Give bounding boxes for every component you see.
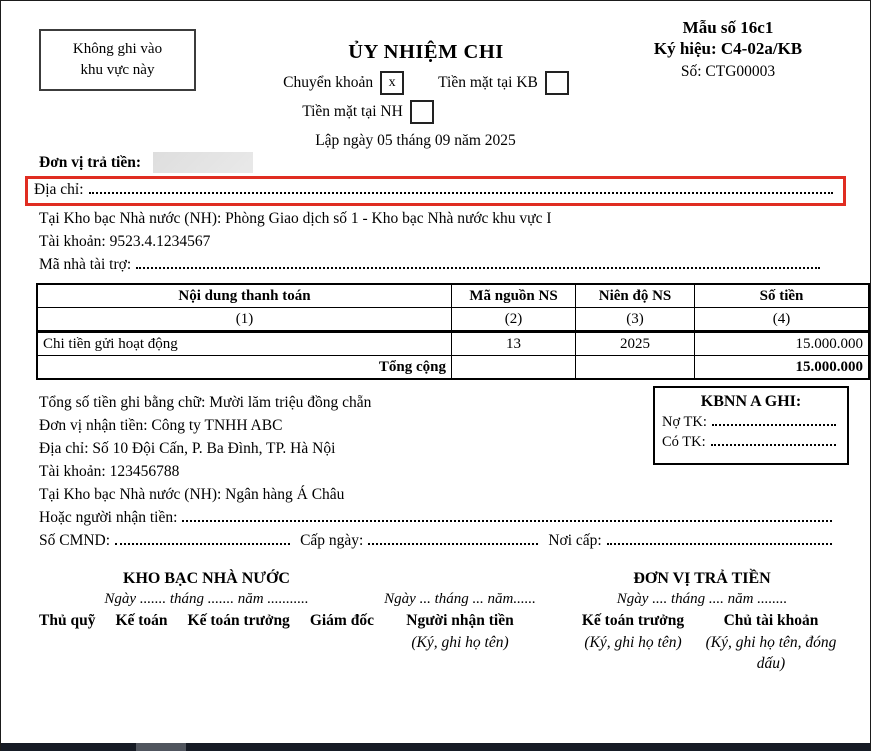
role-account-holder: Chủ tài khoản — [723, 612, 819, 629]
account-holder-sign-note: (Ký, ghi họ tên, đóng dấu) — [705, 634, 837, 672]
receiver-signature-block — [380, 569, 540, 674]
account-holder-column — [702, 610, 840, 674]
table-row — [37, 332, 869, 356]
total-empty-2 — [576, 356, 695, 380]
subheader-2: (2) — [452, 308, 576, 332]
checkbox-cash-nh-label: Tiền mặt tại NH — [302, 103, 403, 120]
issue-date-line: Lập ngày 05 tháng 09 năm 2025 — [315, 132, 516, 149]
sponsor-code-dotted-field — [136, 267, 820, 269]
checkbox-cash-kb — [438, 71, 569, 95]
checkbox-cash-nh — [302, 100, 434, 124]
payee-treasury-row — [39, 483, 832, 506]
no-write-line2: khu vực này — [80, 62, 155, 78]
cell-amount: 15.000.000 — [695, 332, 870, 356]
credit-account-row — [662, 432, 840, 452]
total-empty-1 — [452, 356, 576, 380]
or-receiver-dotted-field — [182, 520, 832, 522]
checkbox-cash-kb-box[interactable] — [545, 71, 569, 95]
payer-unit-date-line: Ngày .... tháng .... năm ........ — [616, 591, 788, 607]
form-meta-block — [604, 17, 852, 81]
col-header-source: Mã nguồn NS — [452, 284, 576, 308]
horizontal-scrollbar-thumb[interactable] — [136, 743, 186, 751]
receiver-sign-note: (Ký, ghi họ tên) — [411, 634, 509, 651]
issue-date-dotted-field — [368, 542, 538, 545]
role-payer-chief-accountant: Kế toán trưởng — [581, 612, 685, 629]
checkbox-cash-nh-box[interactable] — [410, 100, 434, 124]
no-write-line1: Không ghi vào — [72, 41, 163, 57]
no-write-text — [73, 39, 162, 81]
col-header-amount: Số tiền — [695, 284, 870, 308]
form-symbol-label: Ký hiệu: C4-02a/KB — [653, 39, 803, 58]
or-receiver-row — [39, 506, 832, 529]
treasury-roles-row — [39, 610, 374, 632]
role-accountant: Kế toán — [115, 612, 168, 629]
receiver-date-line: Ngày ... tháng ... năm...... — [384, 591, 536, 607]
payee-treasury-text: Tại Kho bạc Nhà nước (NH): Ngân hàng Á Châu — [39, 486, 345, 503]
chief-accountant-column — [564, 610, 702, 674]
payee-address-text: Địa chỉ: Số 10 Đội Cấn, P. Ba Đình, TP. Hà Nội — [39, 440, 336, 457]
or-receiver-label: Hoặc người nhận tiền: — [39, 509, 178, 526]
payer-unit-signature-block — [564, 569, 840, 674]
payer-address-dotted-field[interactable] — [89, 192, 834, 194]
amount-in-words-text: Tổng số tiền ghi bằng chữ: Mười lăm triệu đồng chẵn — [39, 394, 372, 411]
payer-name-label: Đơn vị trả tiền: — [39, 154, 141, 171]
sponsor-code-row — [39, 253, 832, 276]
treasury-date-line: Ngày ....... tháng ....... năm ........... — [104, 591, 309, 607]
role-chief-accountant: Kế toán trưởng — [187, 612, 290, 629]
payer-name-row — [39, 151, 832, 174]
credit-account-dotted-field — [711, 444, 836, 446]
role-cashier: Thủ quỹ — [39, 612, 96, 629]
subheader-4: (4) — [695, 308, 870, 332]
payer-unit-block-title: ĐƠN VỊ TRẢ TIỀN — [633, 570, 771, 587]
payer-section — [1, 151, 870, 552]
cell-source: 13 — [452, 332, 576, 356]
payer-address-label: Địa chỉ: — [34, 181, 84, 198]
issue-place-dotted-field — [607, 543, 832, 545]
payer-account-row — [39, 230, 832, 253]
col-header-year: Niên độ NS — [576, 284, 695, 308]
cell-year: 2025 — [576, 332, 695, 356]
page-title: ỦY NHIỆM CHI — [348, 41, 504, 63]
payee-name-text: Đơn vị nhận tiền: Công ty TNHH ABC — [39, 417, 283, 434]
debit-account-row — [662, 412, 840, 432]
debit-account-dotted-field — [712, 424, 836, 426]
title-block — [226, 41, 626, 124]
signature-section — [1, 569, 870, 674]
receiver-block-spacer — [380, 569, 540, 589]
issue-place-label: Nơi cấp: — [548, 532, 602, 549]
id-card-dotted-field — [115, 542, 290, 545]
kbnn-box-title: KBNN A GHI: — [700, 393, 802, 410]
id-card-label: Số CMND: — [39, 532, 111, 549]
payee-section — [39, 391, 832, 552]
payment-table — [36, 283, 870, 380]
payee-account-text: Tài khoản: 123456788 — [39, 463, 180, 480]
horizontal-scrollbar[interactable] — [1, 743, 870, 751]
role-director: Giám đốc — [309, 612, 374, 629]
chief-accountant-sign-note: (Ký, ghi họ tên) — [584, 634, 682, 651]
kbnn-record-box — [653, 386, 849, 465]
table-total-row — [37, 356, 869, 380]
table-subheader-row — [37, 308, 869, 332]
checkbox-transfer-box[interactable]: x — [380, 71, 404, 95]
checkbox-transfer — [283, 71, 404, 95]
col-header-content: Nội dung thanh toán — [37, 284, 452, 308]
total-amount: 15.000.000 — [695, 356, 870, 380]
id-card-row — [39, 529, 832, 552]
cell-content: Chi tiền gửi hoạt động — [37, 332, 452, 356]
total-label: Tổng cộng — [37, 356, 452, 380]
no-write-area-box — [39, 29, 196, 91]
subheader-1: (1) — [37, 308, 452, 332]
sponsor-code-label: Mã nhà tài trợ: — [39, 256, 132, 273]
debit-account-label: Nợ TK: — [662, 414, 707, 430]
role-money-receiver: Người nhận tiền — [406, 612, 514, 629]
form-number-label: Mẫu số 16c1 — [682, 18, 774, 37]
document-header — [1, 1, 870, 151]
treasury-signature-block — [39, 569, 374, 674]
payer-account-text: Tài khoản: 9523.4.1234567 — [39, 233, 211, 250]
payer-treasury-text: Tại Kho bạc Nhà nước (NH): Phòng Giao dịch số 1 - Kho bạc Nhà nước khu vực I — [39, 210, 552, 227]
table-header-row — [37, 284, 869, 308]
payment-method-row-2 — [168, 100, 568, 124]
credit-account-label: Có TK: — [662, 434, 706, 450]
checkbox-cash-kb-label: Tiền mặt tại KB — [438, 74, 538, 91]
payment-method-row-1 — [226, 71, 626, 95]
payer-treasury-row — [39, 207, 832, 230]
payer-address-row-highlighted[interactable] — [25, 176, 846, 206]
payer-unit-roles-row — [564, 610, 840, 674]
payer-name-redacted — [153, 152, 253, 173]
treasury-block-title: KHO BẠC NHÀ NƯỚC — [123, 570, 290, 587]
subheader-3: (3) — [576, 308, 695, 332]
checkbox-transfer-label: Chuyển khoản — [283, 74, 374, 91]
document-serial: Số: CTG00003 — [680, 63, 776, 80]
issue-date-label: Cấp ngày: — [300, 532, 364, 549]
